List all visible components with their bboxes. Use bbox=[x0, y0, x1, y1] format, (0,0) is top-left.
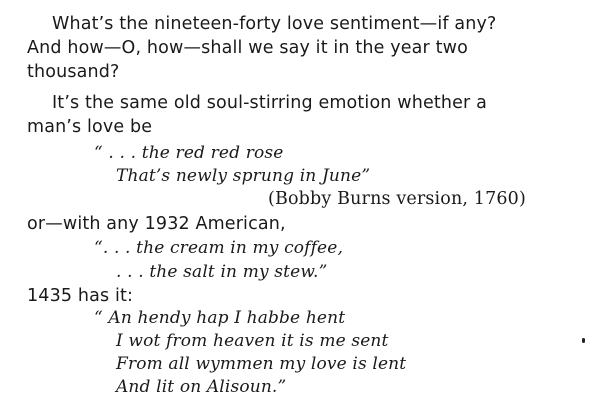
american-quote-line-1: “. . . the cream in my coffee, bbox=[94, 238, 344, 258]
burns-quote-line-2: That’s newly sprung in June” bbox=[116, 166, 371, 186]
middle-english-line-2: I wot from heaven it is me sent bbox=[116, 331, 389, 351]
paragraph-1-line-2: And how—O, how—shall we say it in the year two bbox=[27, 38, 468, 58]
paragraph-1-line-3: thousand? bbox=[27, 62, 120, 82]
american-intro: or—with any 1932 American, bbox=[27, 214, 286, 234]
paragraph-2-line-2: man’s love be bbox=[27, 117, 153, 137]
burns-quote-line-1: “ . . . the red red rose bbox=[94, 143, 284, 163]
paragraph-1-line-1: What’s the nineteen-forty love sentiment—if any? bbox=[52, 14, 497, 34]
year-1435-intro: 1435 has it: bbox=[27, 286, 134, 306]
paragraph-2-line-1: It’s the same old soul-stirring emotion whether a bbox=[52, 93, 487, 113]
print-speck bbox=[582, 338, 585, 343]
middle-english-line-3: From all wymmen my love is lent bbox=[116, 354, 407, 374]
burns-attribution: (Bobby Burns version, 1760) bbox=[268, 189, 526, 209]
middle-english-line-1: “ An hendy hap I habbe hent bbox=[94, 308, 346, 328]
american-quote-line-2: . . . the salt in my stew.” bbox=[116, 262, 328, 282]
middle-english-line-4: And lit on Alisoun.” bbox=[116, 377, 287, 397]
